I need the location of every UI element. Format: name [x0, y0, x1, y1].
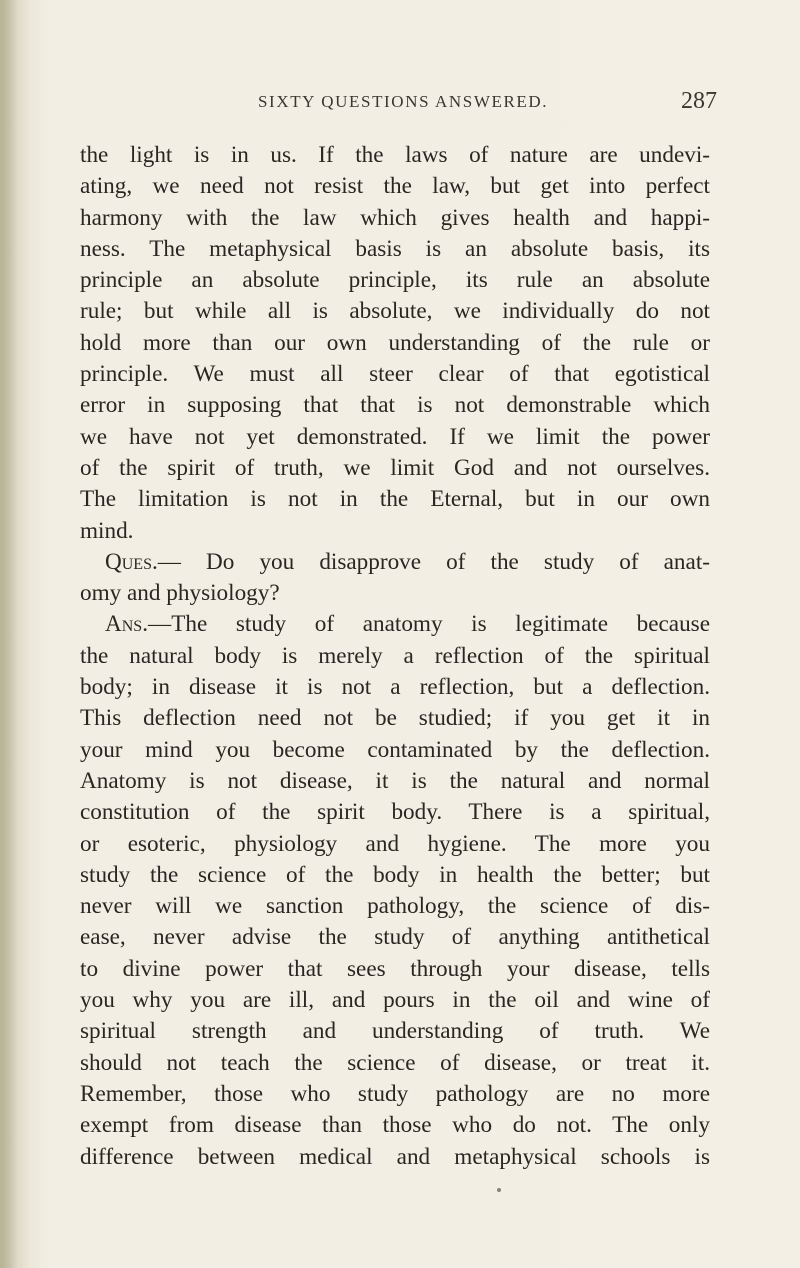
running-title: SIXTY QUESTIONS ANSWERED. — [258, 92, 549, 111]
question-label: Ques. — [105, 548, 158, 575]
text-line: error in supposing that that is not demonstrable which — [80, 392, 710, 419]
question-text: — Do you disapprove of the study of anat- — [157, 548, 710, 575]
page-gutter-shadow — [0, 0, 18, 1268]
paper-speck — [497, 1188, 501, 1192]
body-text — [80, 140, 710, 1173]
text-line: exempt from disease than those who do not. The only — [80, 1112, 710, 1139]
text-line: your mind you become contaminated by the deflection. — [80, 736, 710, 763]
text-line: hold more than our own understanding of the rule or — [80, 329, 710, 356]
answer-text: —The study of anatomy is legitimate because — [148, 611, 710, 638]
text-line: omy and physiology? — [80, 580, 280, 607]
text-line: spiritual strength and understanding of truth. We — [80, 1018, 710, 1045]
text-line: ating, we need not resist the law, but get into perfect — [80, 173, 710, 200]
text-line: rule; but while all is absolute, we individually do not — [80, 298, 710, 325]
text-line: The limitation is not in the Eternal, but in our own — [80, 486, 710, 513]
text-line: the natural body is merely a reflection of the spiritual — [80, 642, 710, 669]
text-line: constitution of the spirit body. There is a spiritual, — [80, 799, 710, 826]
answer-first-line — [80, 609, 710, 640]
text-line: or esoteric, physiology and hygiene. The more you — [80, 830, 710, 857]
text-line: principle an absolute principle, its rule an absolute — [80, 267, 710, 294]
running-header — [0, 88, 800, 118]
text-line: mind. — [80, 517, 134, 544]
text-line: you why you are ill, and pours in the oil and wine of — [80, 987, 710, 1014]
text-line: we have not yet demonstrated. If we limit the power — [80, 423, 710, 450]
text-line: to divine power that sees through your disease, tells — [80, 955, 710, 982]
text-line: should not teach the science of disease, or treat it. — [80, 1049, 710, 1076]
text-line: ness. The metaphysical basis is an absolute basis, its — [80, 235, 710, 262]
text-line: Anatomy is not disease, it is the natural and normal — [80, 767, 710, 794]
page-number: 287 — [681, 88, 717, 114]
text-line: study the science of the body in health the better; but — [80, 861, 710, 888]
text-line: difference between medical and metaphysical schools is — [80, 1143, 710, 1170]
text-line: This deflection need not be studied; if you get it in — [80, 705, 710, 732]
question-first-line — [80, 547, 710, 578]
text-line: harmony with the law which gives health and happi- — [80, 204, 710, 231]
text-line: Remember, those who study pathology are no more — [80, 1080, 710, 1107]
text-line: of the spirit of truth, we limit God and not ourselves. — [80, 454, 710, 481]
text-line: principle. We must all steer clear of that egotistical — [80, 361, 710, 388]
text-line: the light is in us. If the laws of nature are undevi- — [80, 142, 710, 168]
answer-label: Ans. — [105, 611, 148, 638]
text-line: never will we sanction pathology, the science of dis- — [80, 893, 710, 920]
text-line: ease, never advise the study of anything antithetical — [80, 924, 710, 951]
text-line: body; in disease it is not a reflection, but a deflection. — [80, 674, 710, 701]
